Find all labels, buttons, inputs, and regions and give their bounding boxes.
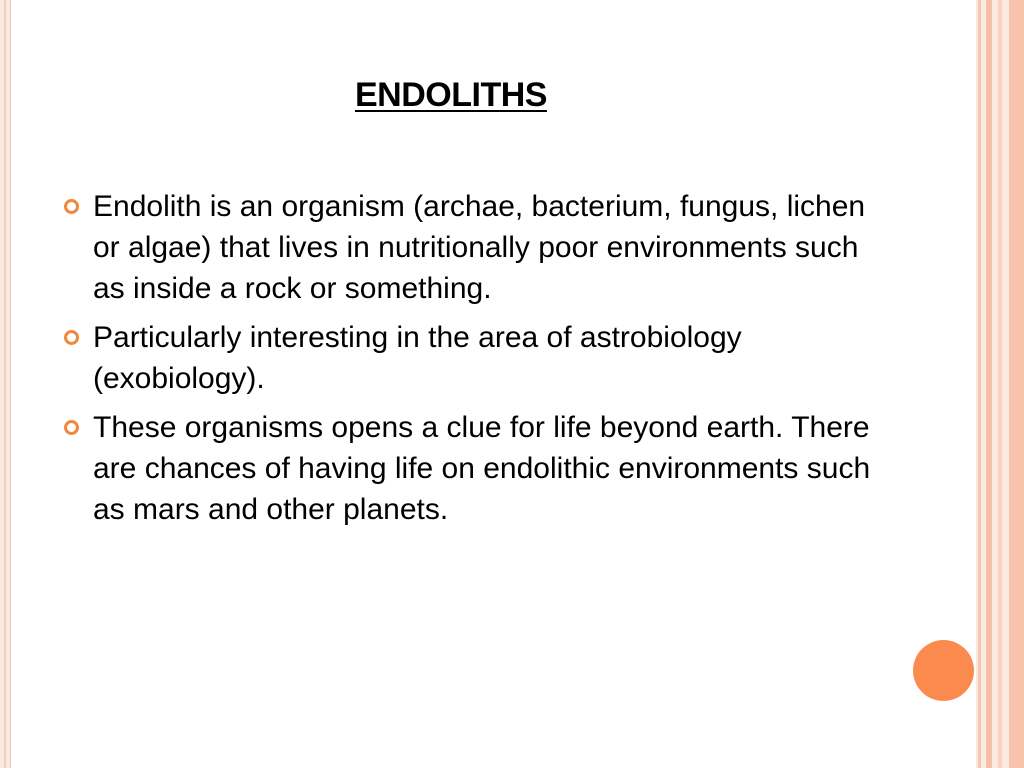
left-decorative-border (0, 0, 11, 768)
bullet-text: Endolith is an organism (archae, bacterium, fungus, lichen or algae) that lives in nutritionally poor environments such as inside a rock or something. (93, 190, 866, 305)
bullet-list (58, 186, 898, 538)
right-border-stripe (1009, 0, 1024, 768)
left-border-stripe (4, 0, 6, 768)
bullet-text: These organisms opens a clue for life beyond earth. There are chances of having life on endolithic environments such as mars and other planets. (93, 411, 871, 526)
bullet-item (58, 186, 898, 309)
decorative-orange-circle (913, 640, 974, 701)
bullet-item (58, 317, 898, 399)
right-border-stripe (978, 0, 981, 768)
right-border-stripe (998, 0, 1002, 768)
bullet-text: Particularly interesting in the area of astrobiology (exobiology). (93, 321, 742, 395)
bullet-circle-icon (64, 420, 79, 435)
right-decorative-panel (976, 0, 1024, 768)
slide-title: ENDOLITHS (355, 76, 547, 114)
bullet-circle-icon (64, 330, 79, 345)
right-border-stripe (986, 0, 992, 768)
bullet-item (58, 407, 898, 530)
bullet-circle-icon (64, 199, 79, 214)
